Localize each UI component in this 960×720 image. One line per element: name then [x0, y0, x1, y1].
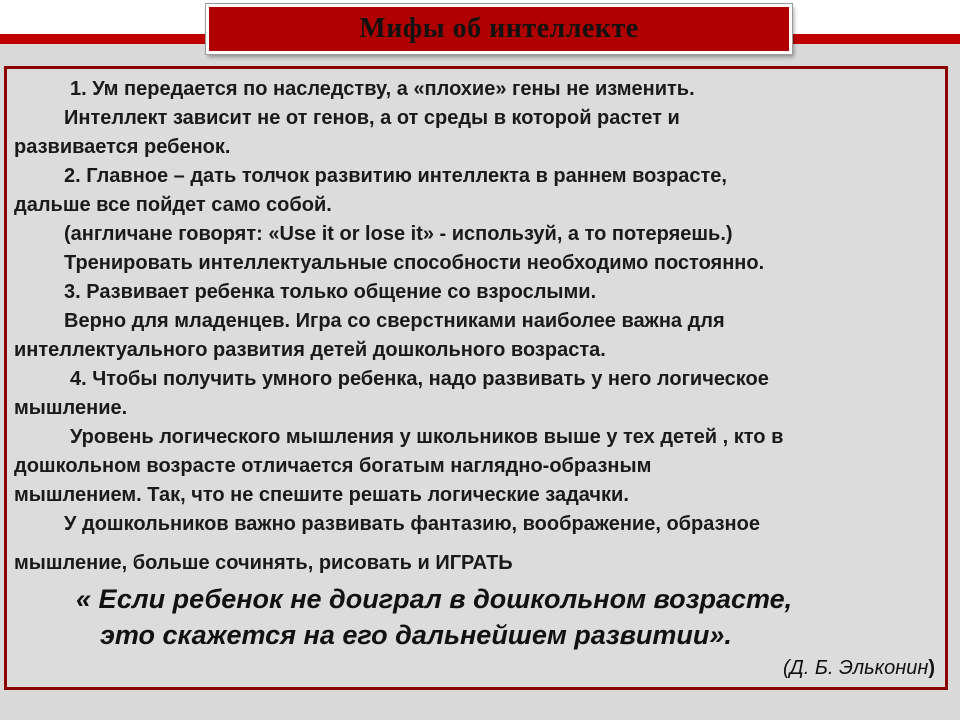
text-line: интеллектуального развития детей дошкольного возраста. [14, 339, 606, 361]
quote-author [783, 657, 935, 680]
title-banner [206, 4, 792, 54]
text-line: мышлением. Так, что не спешите решать логические задачки. [14, 484, 629, 506]
text-line: мышление, больше сочинять, рисовать и ИГРАТЬ [14, 552, 513, 574]
text-line: мышление. [14, 397, 128, 419]
text-line: развивается ребенок. [14, 136, 231, 158]
text-line: дошкольном возрасте отличается богатым наглядно-образным [14, 455, 652, 477]
author-name: Д. Б. Эльконин [789, 657, 929, 679]
author-paren-open: ( [782, 657, 790, 679]
author-paren-close: ) [928, 657, 935, 679]
text-line: У дошкольников важно развивать фантазию, воображение, образное [64, 513, 760, 535]
text-line: Уровень логического мышления у школьников выше у тех детей , кто в [70, 426, 784, 448]
text-line: Тренировать интеллектуальные способности необходимо постоянно. [64, 252, 765, 274]
quote-line-1: « Если ребенок не доиграл в дошкольном возрасте, [76, 584, 793, 614]
text-line: 1. Ум передается по наследству, а «плохие» гены не изменить. [70, 78, 695, 100]
body-text [14, 75, 942, 578]
content-panel [4, 66, 948, 690]
text-line: 4. Чтобы получить умного ребенка, надо развивать у него логическое [70, 368, 769, 390]
text-line: Верно для младенцев. Игра со сверстниками наиболее важна для [64, 310, 725, 332]
text-line: (англичане говорят: «Use it or lose it» - используй, а то потеряешь.) [64, 223, 733, 245]
text-line: 2. Главное – дать толчок развитию интеллекта в раннем возрасте, [64, 165, 727, 187]
text-line: дальше все пойдет само собой. [14, 194, 332, 216]
text-line: Интеллект зависит не от генов, а от среды в которой растет и [64, 107, 680, 129]
quote-line-2: это скажется на его дальнейшем развитии». [100, 620, 732, 650]
quote-block [14, 581, 942, 653]
slide-title: Мифы об интеллекте [359, 13, 639, 44]
text-line: 3. Развивает ребенка только общение со взрослыми. [64, 281, 597, 303]
